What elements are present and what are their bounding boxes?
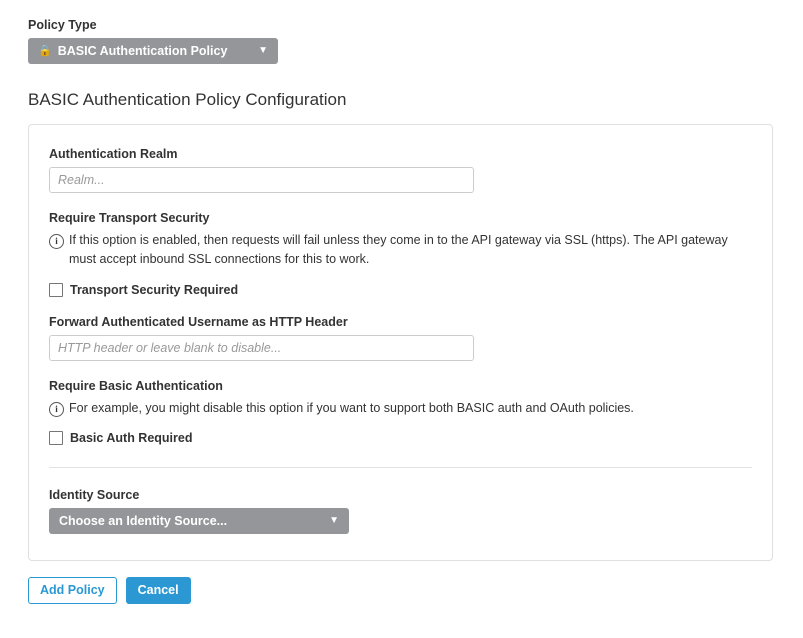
auth-realm-input[interactable] (49, 167, 474, 193)
transport-security-group (49, 211, 752, 297)
identity-source-label: Identity Source (49, 488, 140, 503)
transport-security-help (49, 231, 752, 270)
basic-auth-checkbox-row[interactable] (49, 431, 752, 445)
policy-type-select[interactable] (28, 38, 278, 64)
identity-source-selected-value: Choose an Identity Source... (59, 514, 228, 529)
transport-security-help-text: If this option is enabled, then requests will fail unless they come in to the API gateway via SSL (https). The API gateway must accept inbound SSL connections for this to work. (69, 233, 728, 267)
auth-realm-label: Authentication Realm (49, 147, 178, 161)
chevron-down-icon: ▼ (258, 45, 268, 56)
chevron-down-icon: ▼ (329, 515, 339, 527)
section-divider (49, 467, 752, 468)
transport-security-checkbox[interactable] (49, 283, 63, 297)
transport-security-label: Require Transport Security (49, 211, 210, 225)
basic-auth-help-text: For example, you might disable this option if you want to support both BASIC auth and OAuth policies. (69, 400, 634, 415)
info-icon: i (49, 402, 64, 417)
basic-auth-group (49, 379, 752, 445)
forward-header-group (49, 315, 752, 361)
page-title: BASIC Authentication Policy Configuration (28, 90, 347, 109)
identity-source-group (49, 488, 752, 534)
policy-type-group (28, 18, 775, 64)
policy-type-label: Policy Type (28, 18, 97, 32)
add-policy-button[interactable]: Add Policy (28, 577, 117, 604)
info-icon: i (49, 234, 64, 249)
policy-type-selected-value: BASIC Authentication Policy (57, 44, 228, 58)
forward-header-input[interactable] (49, 335, 474, 361)
cancel-button[interactable]: Cancel (126, 577, 191, 604)
basic-auth-label: Require Basic Authentication (49, 378, 223, 393)
basic-auth-checkbox[interactable] (49, 431, 63, 445)
identity-source-select[interactable] (49, 508, 349, 534)
form-actions (28, 577, 775, 604)
forward-header-label: Forward Authenticated Username as HTTP Header (49, 314, 348, 329)
transport-security-checkbox-row[interactable] (49, 283, 752, 297)
policy-config-panel (28, 124, 773, 561)
auth-realm-group (49, 147, 752, 193)
lock-icon: 🔒 (38, 45, 52, 57)
basic-auth-help (49, 399, 752, 418)
transport-security-checkbox-label[interactable]: Transport Security Required (70, 282, 239, 297)
basic-auth-checkbox-label[interactable]: Basic Auth Required (70, 431, 193, 446)
